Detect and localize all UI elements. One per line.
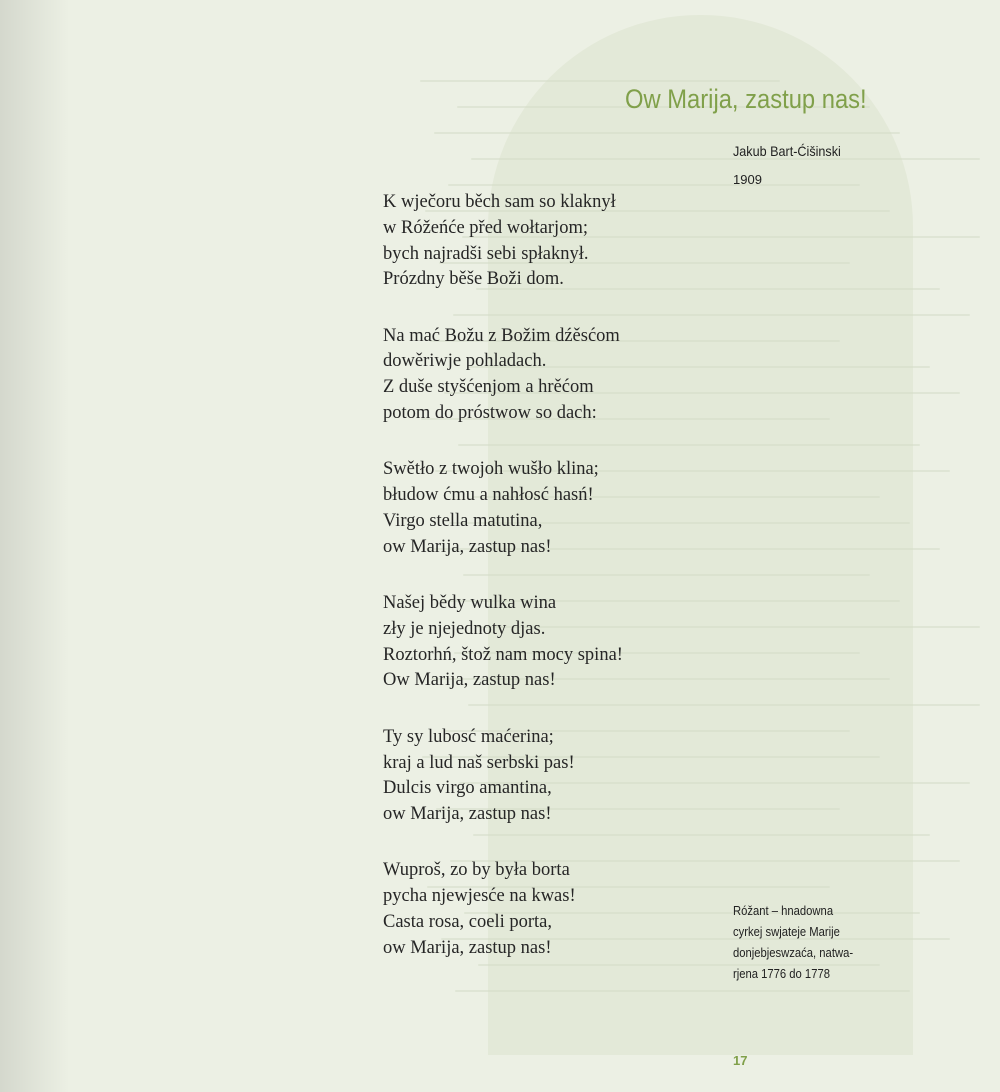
poem-author: Jakub Bart-Ćišinski [733,143,841,159]
verse-line: Ty sy lubosć maćerina; [383,726,554,747]
poem-title: Ow Marija, zastup nas! [625,84,867,114]
verse-line: Našej bědy wulka wina [383,593,557,614]
stanza [383,190,713,293]
verse-line: kraj a lud naš serbski pas! [383,752,575,773]
verse-line: w Róžeńće před wołtarjom; [383,217,588,238]
page-number: 17 [733,1053,748,1068]
verse-line: ow Marija, zastup nas! [383,804,552,825]
spine-shadow [0,0,70,1092]
verse-line: potom do próstwow so dach: [383,403,597,424]
verse-line: pycha njewjesće na kwas! [383,886,576,907]
poem-body [383,190,713,992]
image-caption [733,901,903,985]
stanza [383,591,713,694]
poem-year: 1909 [733,172,762,187]
verse-line: Ow Marija, zastup nas! [383,670,556,691]
verse-line: ow Marija, zastup nas! [383,536,552,557]
verse-line: dowěriwje pohladach. [383,351,547,372]
verse-line: Casta rosa, coeli porta, [383,912,553,933]
verse-line: zły je njejednoty djas. [383,618,546,639]
caption-line: donjebjeswzaća, natwa- [733,946,854,960]
caption-line: Róžant – hnadowna [733,904,834,918]
verse-line: Dulcis virgo amantina, [383,778,552,799]
verse-line: ow Marija, zastup nas! [383,937,552,958]
verse-line: błudow ćmu a nahłosć hasń! [383,485,594,506]
verse-line: K wječoru běch sam so klaknył [383,192,616,212]
show-through-line [420,80,780,82]
verse-line: bych najradši sebi spłaknył. [383,243,589,264]
verse-line: Roztorhń, štož nam mocy spina! [383,644,623,665]
verse-line: Virgo stella matutina, [383,510,543,531]
verse-line: Prózdny běše Boži dom. [383,269,564,290]
stanza [383,858,713,961]
show-through-line [471,158,980,160]
show-through-line [434,132,900,134]
caption-line: rjena 1776 do 1778 [733,967,830,981]
verse-line: Swětło z twojoh wušło klina; [383,459,599,480]
stanza [383,324,713,427]
verse-line: Na mać Božu z Božim dźěsćom [383,325,620,346]
caption-line: cyrkej swjateje Marije [733,925,840,939]
verse-line: Z duše styšćenjom a hrěćom [383,377,594,398]
stanza [383,457,713,560]
show-through-line [448,184,860,186]
stanza [383,725,713,828]
verse-line: Wuproš, zo by była borta [383,860,570,881]
